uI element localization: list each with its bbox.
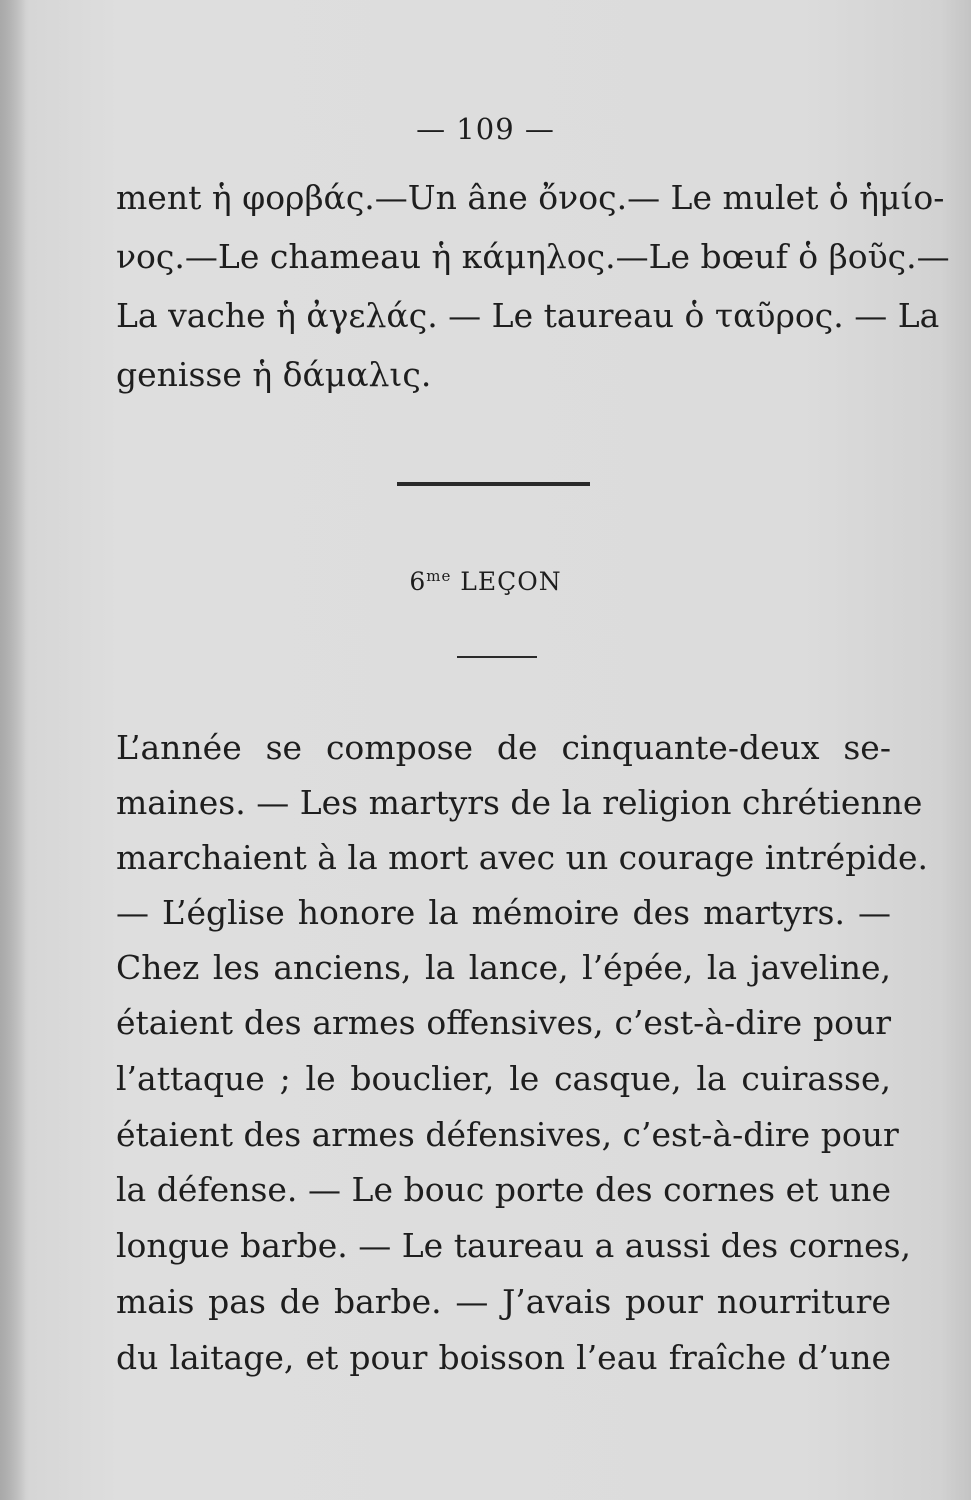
lesson-title: LEÇON [460,567,562,596]
glossary-line: νος.—Le chameau ἡ κάμηλος.—Le bœuf ὁ βοῦς.— [116,237,950,276]
body-line: étaient des armes offensives, c’est-à-dire pour [116,1003,891,1042]
glossary-line: genisse ἡ δάμαλις. [116,355,432,394]
section-divider [397,482,590,486]
lesson-heading [0,567,971,596]
page-number: — 109 — [416,112,555,146]
glossary-line: ment ἡ φορβάς.—Un âne ὄνος.— Le mulet ὁ ἡμίο- [116,178,945,217]
body-line: maines. — Les martyrs de la religion chrétienne [116,783,923,822]
body-line: L’année se compose de cinquante-deux se- [116,728,891,767]
body-line: étaient des armes défensives, c’est-à-dire pour [116,1115,899,1154]
body-line: la défense. — Le bouc porte des cornes et une [116,1170,891,1209]
glossary-line: La vache ἡ ἀγελάς. — Le taureau ὁ ταῦρος. — La [116,296,940,335]
lesson-number: 6 [409,567,427,596]
body-line: Chez les anciens, la lance, l’épée, la javeline, [116,948,891,987]
body-line: marchaient à la mort avec un courage intrépide. [116,838,929,877]
heading-underline [457,656,537,658]
body-line: mais pas de barbe. — J’avais pour nourriture [116,1282,891,1321]
body-line: l’attaque ; le bouclier, le casque, la cuirasse, [116,1059,891,1098]
body-line: — L’église honore la mémoire des martyrs. — [116,893,891,932]
lesson-number-suffix: me [426,567,452,585]
body-line: longue barbe. — Le taureau a aussi des cornes, [116,1226,912,1265]
body-line: du laitage, et pour boisson l’eau fraîche d’une [116,1338,891,1377]
gutter-shadow [0,0,26,1500]
